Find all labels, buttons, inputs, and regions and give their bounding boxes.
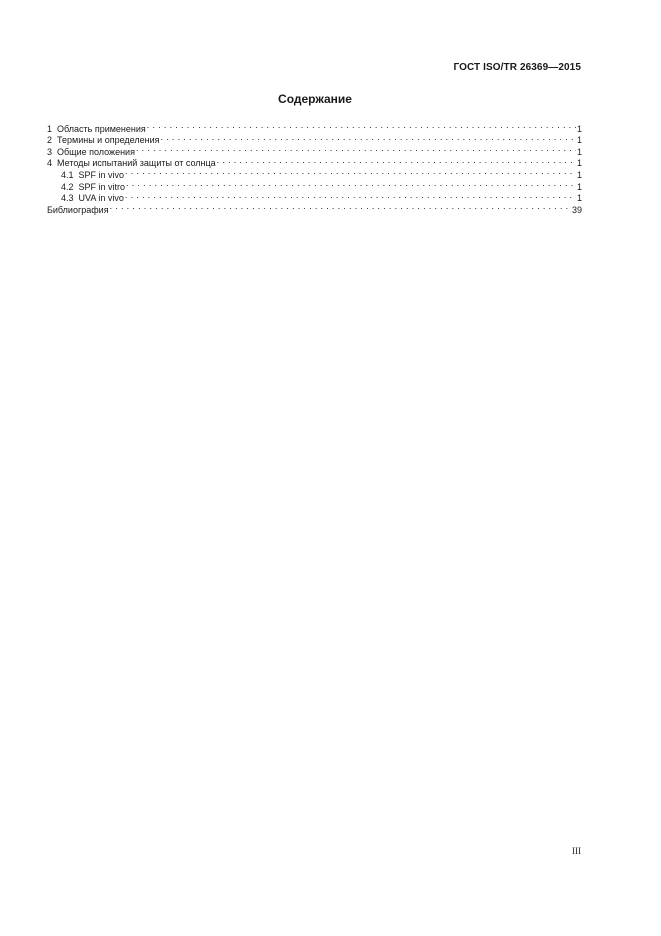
toc-entry-label: Область применения — [57, 123, 146, 134]
toc-entry-page: 1 — [576, 181, 582, 192]
toc-dot-leader — [160, 132, 576, 144]
toc-entry-label: Библиография — [47, 204, 109, 215]
toc-entry-page: 1 — [576, 135, 582, 146]
toc-entry-page: 1 — [576, 158, 582, 169]
toc-entry-number: 2 — [47, 135, 53, 146]
table-of-contents — [47, 120, 582, 213]
toc-dot-leader — [110, 201, 571, 213]
toc-entry-number: 4.1 — [61, 169, 74, 180]
toc-entry-label: SPF in vivo — [78, 169, 125, 180]
toc-entry-scope[interactable] — [47, 120, 582, 132]
toc-entry-label: SPF in vitro — [78, 181, 126, 192]
toc-entry-number: 4 — [47, 158, 53, 169]
page-number: III — [572, 846, 581, 856]
toc-entry-page: 1 — [576, 193, 582, 204]
toc-entry-page: 1 — [576, 146, 582, 157]
toc-entry-label: Методы испытаний защиты от солнца — [57, 158, 216, 169]
toc-entry-page: 1 — [576, 123, 582, 134]
toc-entry-page: 39 — [571, 204, 582, 215]
toc-title: Содержание — [278, 92, 352, 106]
toc-entry-uva-in-vivo[interactable] — [47, 190, 582, 202]
toc-entry-spf-in-vivo[interactable] — [47, 166, 582, 178]
toc-dot-leader — [136, 143, 576, 155]
toc-entry-number: 1 — [47, 123, 53, 134]
toc-entry-spf-in-vitro[interactable] — [47, 178, 582, 190]
toc-dot-leader — [125, 190, 576, 202]
toc-dot-leader — [147, 120, 576, 132]
document-header-standard: ГОСТ ISO/TR 26369—2015 — [453, 62, 581, 73]
toc-entry-number: 3 — [47, 146, 53, 157]
toc-dot-leader — [126, 178, 576, 190]
toc-entry-bibliography[interactable] — [47, 201, 582, 213]
toc-entry-number: 4.3 — [61, 193, 74, 204]
toc-entry-number: 4.2 — [61, 181, 74, 192]
toc-dot-leader — [125, 166, 576, 178]
toc-entry-label: UVA in vivo — [78, 193, 124, 204]
toc-entry-page: 1 — [576, 169, 582, 180]
toc-dot-leader — [217, 155, 576, 167]
toc-entry-label: Термины и определения — [57, 135, 160, 146]
toc-entry-label: Общие положения — [57, 146, 135, 157]
